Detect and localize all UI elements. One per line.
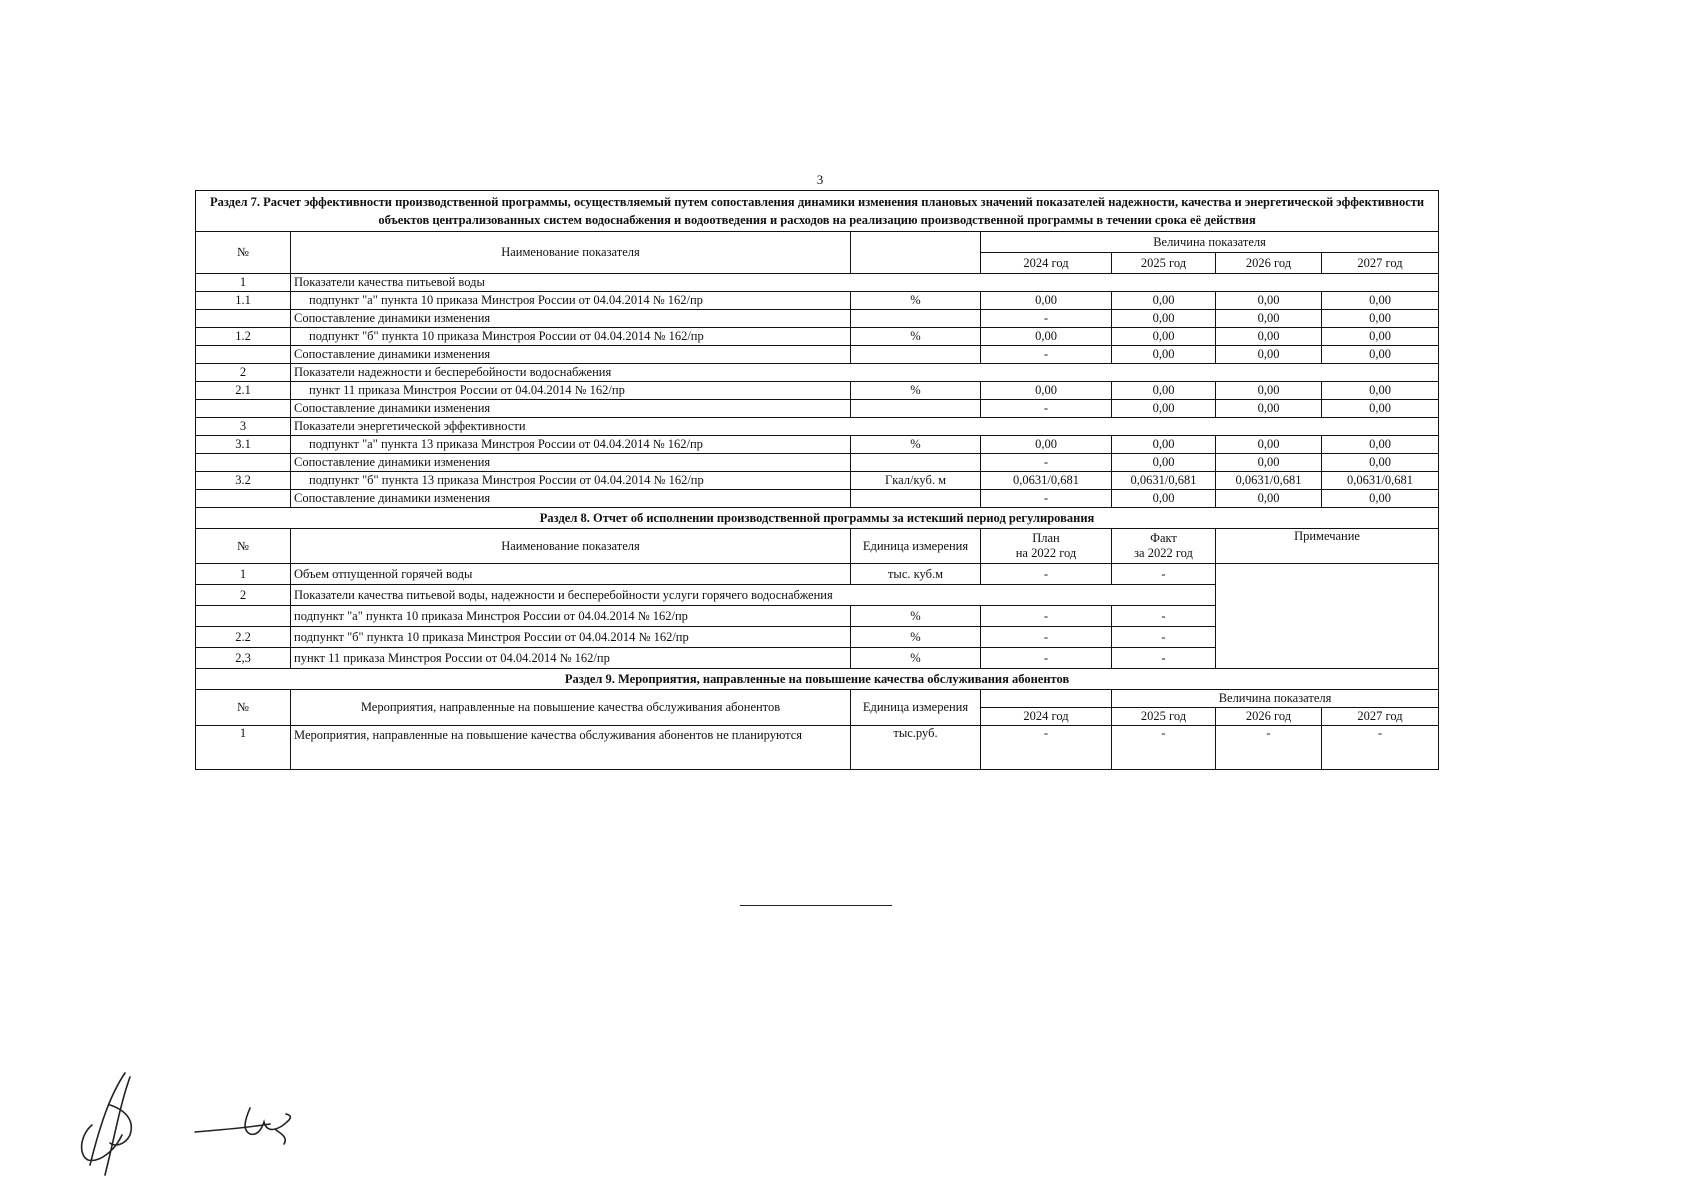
table-row xyxy=(196,564,1439,585)
row-value: 0,0631/0,681 xyxy=(1322,472,1439,490)
row-value: - xyxy=(1112,726,1216,770)
table-row xyxy=(196,382,1439,400)
row-value: 0,00 xyxy=(1112,292,1216,310)
col-no-header: № xyxy=(196,232,291,274)
row-plan: - xyxy=(981,564,1112,585)
col-fact-header xyxy=(1112,529,1216,564)
table-row xyxy=(196,310,1439,328)
table-row xyxy=(196,346,1439,364)
year-header: 2027 год xyxy=(1322,253,1439,274)
col-fact-year: за 2022 год xyxy=(1134,546,1193,560)
row-name: подпункт "а" пункта 10 приказа Минстроя России от 04.04.2014 № 162/пр xyxy=(291,606,851,627)
report-table xyxy=(195,190,1439,770)
row-no xyxy=(196,606,291,627)
divider-line xyxy=(740,905,892,906)
col-unit-header xyxy=(851,232,981,274)
year-header: 2024 год xyxy=(981,253,1112,274)
row-no xyxy=(196,454,291,472)
section9-header-row xyxy=(196,690,1439,708)
year-header: 2025 год xyxy=(1112,708,1216,726)
row-value: 0,00 xyxy=(1216,382,1322,400)
row-unit: % xyxy=(851,292,981,310)
row-name: подпункт "а" пункта 10 приказа Минстроя России от 04.04.2014 № 162/пр xyxy=(291,292,851,310)
row-value: - xyxy=(981,490,1112,508)
col-note-header: Примечание xyxy=(1216,529,1439,564)
row-name: Сопоставление динамики изменения xyxy=(291,310,851,328)
row-no: 1 xyxy=(196,274,291,292)
row-no: 1.2 xyxy=(196,328,291,346)
row-plan: - xyxy=(981,606,1112,627)
row-value: - xyxy=(981,454,1112,472)
signature-2 xyxy=(190,1100,310,1150)
col-name-header: Наименование показателя xyxy=(291,529,851,564)
year-header: 2027 год xyxy=(1322,708,1439,726)
row-no: 3.1 xyxy=(196,436,291,454)
table-row xyxy=(196,436,1439,454)
row-value: - xyxy=(1216,726,1322,770)
row-no: 1 xyxy=(196,564,291,585)
row-value: - xyxy=(981,346,1112,364)
section9-title-row xyxy=(196,669,1439,690)
row-value: 0,00 xyxy=(1216,310,1322,328)
col-group-header: Величина показателя xyxy=(981,232,1439,253)
row-value: 0,00 xyxy=(1322,382,1439,400)
table-row xyxy=(196,292,1439,310)
table-row xyxy=(196,726,1439,770)
row-plan: - xyxy=(981,627,1112,648)
section7-header-row xyxy=(196,232,1439,253)
row-value: 0,00 xyxy=(1216,328,1322,346)
row-value: 0,00 xyxy=(1112,328,1216,346)
table-row xyxy=(196,328,1439,346)
row-no: 2 xyxy=(196,585,291,606)
row-value: 0,00 xyxy=(981,436,1112,454)
row-no xyxy=(196,310,291,328)
section8-title: Раздел 8. Отчет об исполнении производственной программы за истекший период регулирования xyxy=(196,508,1439,529)
year-header: 2026 год xyxy=(1216,708,1322,726)
row-name: Показатели надежности и бесперебойности водоснабжения xyxy=(291,364,1439,382)
section7-title-row xyxy=(196,191,1439,232)
col-name-header: Наименование показателя xyxy=(291,232,851,274)
row-no: 1 xyxy=(196,726,291,770)
row-value: 0,00 xyxy=(1112,382,1216,400)
col-no-header: № xyxy=(196,529,291,564)
row-name: подпункт "а" пункта 13 приказа Минстроя России от 04.04.2014 № 162/пр xyxy=(291,436,851,454)
row-value: 0,00 xyxy=(1112,400,1216,418)
row-value: - xyxy=(981,726,1112,770)
col-name-header: Мероприятия, направленные на повышение качества обслуживания абонентов xyxy=(291,690,851,726)
row-plan: - xyxy=(981,648,1112,669)
col-unit-header: Единица измерения xyxy=(851,529,981,564)
row-no: 2.2 xyxy=(196,627,291,648)
row-name: Показатели качества питьевой воды, надежности и бесперебойности услуги горячего водоснабжения xyxy=(291,585,1216,606)
row-fact: - xyxy=(1112,606,1216,627)
row-unit xyxy=(851,346,981,364)
row-name: пункт 11 приказа Минстроя России от 04.04.2014 № 162/пр xyxy=(291,382,851,400)
row-unit: % xyxy=(851,436,981,454)
table-row xyxy=(196,418,1439,436)
row-no: 3 xyxy=(196,418,291,436)
row-name: подпункт "б" пункта 13 приказа Минстроя России от 04.04.2014 № 162/пр xyxy=(291,472,851,490)
row-name: Объем отпущенной горячей воды xyxy=(291,564,851,585)
row-unit: % xyxy=(851,382,981,400)
row-no xyxy=(196,490,291,508)
row-name: пункт 11 приказа Минстроя России от 04.04.2014 № 162/пр xyxy=(291,648,851,669)
col-plan-year: на 2022 год xyxy=(1015,546,1077,560)
row-unit xyxy=(851,400,981,418)
row-unit: % xyxy=(851,648,981,669)
row-value: 0,00 xyxy=(1322,310,1439,328)
section7-title: Раздел 7. Расчет эффективности производственной программы, осуществляемый путем сопоставления динамики изменения плановых значений показателей надежности, качества и энергетической эффективности объектов централизованных систем водоснабжения и водоотведения и расходов на реализацию производственной программы в течении срока её действия xyxy=(196,191,1439,232)
row-name: Сопоставление динамики изменения xyxy=(291,490,851,508)
col-plan-header xyxy=(981,529,1112,564)
row-no: 2.1 xyxy=(196,382,291,400)
row-value: 0,00 xyxy=(1322,292,1439,310)
year-header: 2025 год xyxy=(1112,253,1216,274)
table-row xyxy=(196,454,1439,472)
row-fact: - xyxy=(1112,648,1216,669)
row-value: 0,0631/0,681 xyxy=(1216,472,1322,490)
note-cell xyxy=(1216,564,1439,669)
row-value: 0,00 xyxy=(1112,490,1216,508)
row-value: - xyxy=(1322,726,1439,770)
row-value: 0,00 xyxy=(1216,292,1322,310)
table-row xyxy=(196,490,1439,508)
row-name: Показатели качества питьевой воды xyxy=(291,274,1439,292)
row-name: Сопоставление динамики изменения xyxy=(291,454,851,472)
section8-header-row xyxy=(196,529,1439,564)
col-fact-label: Факт xyxy=(1150,531,1177,545)
row-unit: тыс. куб.м xyxy=(851,564,981,585)
col-group-header: Величина показателя xyxy=(1112,690,1439,708)
row-value: 0,00 xyxy=(1112,310,1216,328)
row-value: 0,00 xyxy=(1216,400,1322,418)
row-value: 0,00 xyxy=(1322,436,1439,454)
row-name: Мероприятия, направленные на повышение качества обслуживания абонентов не планируются xyxy=(291,726,851,770)
row-value: 0,00 xyxy=(1112,436,1216,454)
section8-title-row xyxy=(196,508,1439,529)
row-value: - xyxy=(981,310,1112,328)
row-name: Показатели энергетической эффективности xyxy=(291,418,1439,436)
row-no: 2,3 xyxy=(196,648,291,669)
row-name: подпункт "б" пункта 10 приказа Минстроя России от 04.04.2014 № 162/пр xyxy=(291,328,851,346)
row-value: 0,00 xyxy=(1322,454,1439,472)
row-value: 0,00 xyxy=(981,382,1112,400)
row-value: 0,00 xyxy=(1216,436,1322,454)
col-plan-label: План xyxy=(1032,531,1060,545)
row-value: 0,00 xyxy=(1112,346,1216,364)
col-no-header: № xyxy=(196,690,291,726)
row-unit: % xyxy=(851,606,981,627)
document-tables xyxy=(195,190,1438,770)
row-no: 1.1 xyxy=(196,292,291,310)
table-row xyxy=(196,274,1439,292)
row-value: 0,00 xyxy=(1216,454,1322,472)
signature-1 xyxy=(70,1065,160,1185)
row-value: - xyxy=(981,400,1112,418)
row-value: 0,00 xyxy=(1322,346,1439,364)
table-row xyxy=(196,364,1439,382)
row-value: 0,0631/0,681 xyxy=(981,472,1112,490)
row-no: 2 xyxy=(196,364,291,382)
row-name: Сопоставление динамики изменения xyxy=(291,346,851,364)
row-value: 0,00 xyxy=(1112,454,1216,472)
section9-title: Раздел 9. Мероприятия, направленные на повышение качества обслуживания абонентов xyxy=(196,669,1439,690)
row-unit: % xyxy=(851,627,981,648)
row-value: 0,00 xyxy=(1322,328,1439,346)
row-value: 0,00 xyxy=(1322,490,1439,508)
row-unit xyxy=(851,454,981,472)
row-value: 0,0631/0,681 xyxy=(1112,472,1216,490)
table-row xyxy=(196,400,1439,418)
row-name: Сопоставление динамики изменения xyxy=(291,400,851,418)
row-unit xyxy=(851,490,981,508)
row-fact: - xyxy=(1112,564,1216,585)
empty-cell xyxy=(981,690,1112,708)
table-row xyxy=(196,472,1439,490)
row-no xyxy=(196,346,291,364)
row-value: 0,00 xyxy=(1322,400,1439,418)
year-header: 2026 год xyxy=(1216,253,1322,274)
year-header: 2024 год xyxy=(981,708,1112,726)
row-no: 3.2 xyxy=(196,472,291,490)
row-value: 0,00 xyxy=(1216,490,1322,508)
page-number: 3 xyxy=(816,172,824,187)
row-no xyxy=(196,400,291,418)
row-value: 0,00 xyxy=(1216,346,1322,364)
row-unit: тыс.руб. xyxy=(851,726,981,770)
row-fact: - xyxy=(1112,627,1216,648)
row-name: подпункт "б" пункта 10 приказа Минстроя России от 04.04.2014 № 162/пр xyxy=(291,627,851,648)
col-unit-header: Единица измерения xyxy=(851,690,981,726)
row-value: 0,00 xyxy=(981,328,1112,346)
row-value: 0,00 xyxy=(981,292,1112,310)
row-unit xyxy=(851,310,981,328)
row-unit: Гкал/куб. м xyxy=(851,472,981,490)
row-unit: % xyxy=(851,328,981,346)
